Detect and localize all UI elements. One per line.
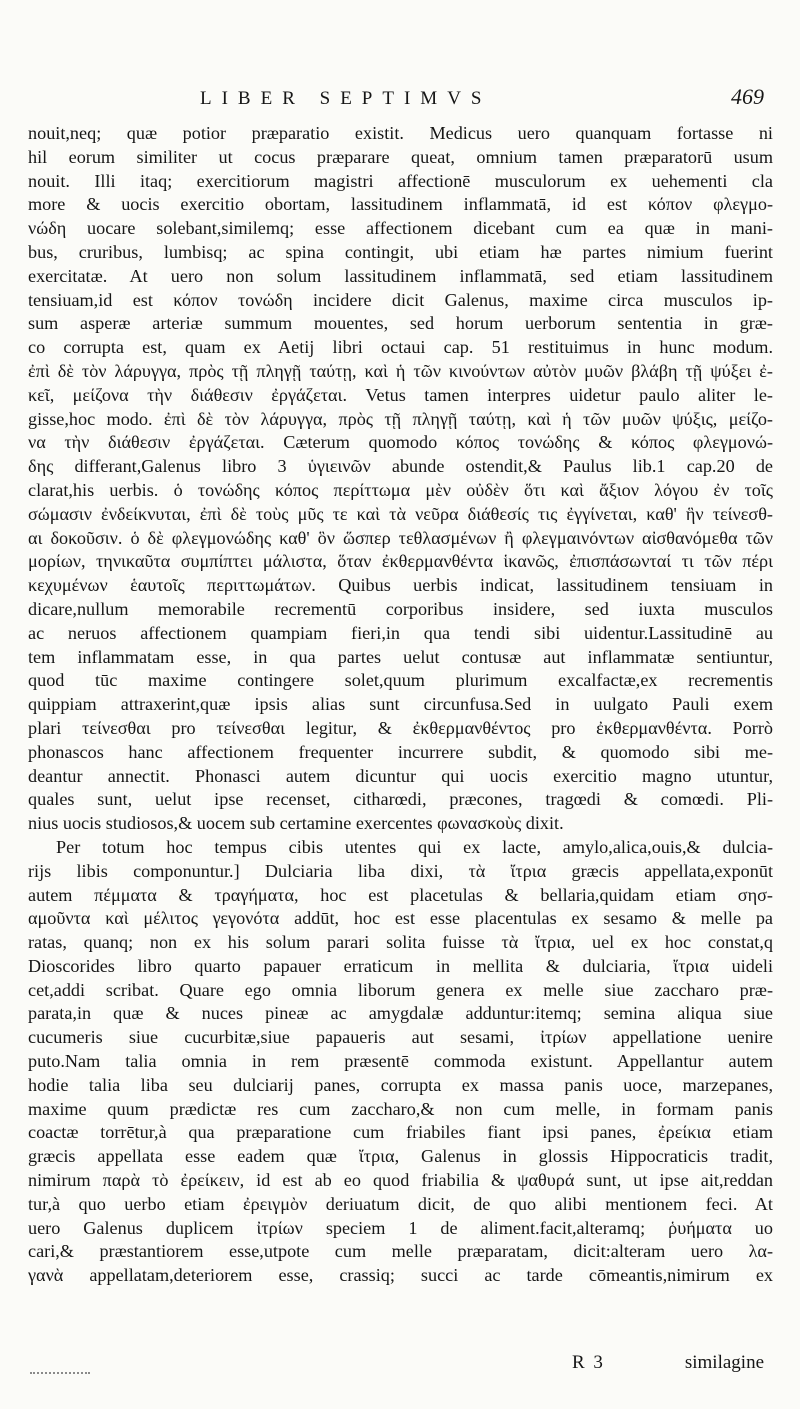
text-line: hodie talia liba seu dulciarij panes, corrupta ex massa panis uoce, marzepanes,: [28, 1074, 773, 1095]
text-line: cari,& præstantiorem esse,utpote cum melle præparatam, dicit:alteram uero λα-: [28, 1241, 773, 1262]
text-line: cucumeris siue cucurbitæ,siue papaueris aut sesami, ἰτρίων appellatione uenire: [28, 1027, 773, 1048]
text-line: more & uocis exercitio obortam, lassitudinem inflammatā, id est κόπον φλεγμο-: [28, 194, 773, 215]
text-line: parata,in quæ & nuces pineæ ac amygdalæ adduntur:itemq; semina aliqua siue: [28, 1003, 773, 1024]
text-line: sum asperæ arteriæ summum mouentes, sed horum uerborum sententia in græ-: [28, 313, 773, 334]
text-line: αμοῦντα καὶ μέλιτος γεγονότα addūt, hoc est esse placentulas ex sesamo & melle pa: [28, 908, 773, 929]
text-line: græcis appellata esse eadem quæ ἴτρια, Galenus in glossis Hippocraticis tradit,: [28, 1146, 773, 1167]
text-line: co corrupta est, quam ex Aetij libri octaui cap. 51 restituimus in hunc modum.: [28, 337, 773, 358]
text-line: νώδη uocare solebant,similemq; esse affectionem dicebant cum ea quæ in mani-: [28, 218, 773, 239]
text-line: nouit. Illi itaq; exercitiorum magistri affectionē musculorum ex uehementi cla: [28, 170, 773, 191]
text-line: Per totum hoc tempus cibis utentes qui ex lacte, amylo,alica,ouis,& dulcia-: [56, 836, 773, 857]
text-line: tem inflammatam esse, in qua partes uelut contusæ aut inflammatæ sentiuntur,: [28, 646, 773, 667]
text-line: gisse,hoc modo. ἐπὶ δὲ τὸν λάρυγγα, πρὸς τῇ πληγῇ ταύτῃ, καὶ ἡ τῶν μυῶν ψύξις, μείζο-: [28, 408, 773, 429]
text-line: δης differant,Galenus libro 3 ὑγιεινῶν abunde ostendit,& Paulus lib.1 cap.20 de: [28, 456, 773, 477]
text-line: deantur annectit. Phonasci autem dicuntur qui uocis exercitio magno utuntur,: [28, 765, 773, 786]
text-line: puto.Nam talia omnia in rem præsentē commoda existunt. Appellantur autem: [28, 1051, 773, 1072]
page-footer: [0, 1352, 800, 1382]
signature-mark: R 3: [572, 1352, 605, 1373]
text-line: hil eorum similiter ut cocus præparare queat, omnium tamen præparatorū usum: [28, 146, 773, 167]
text-line: Dioscorides libro quarto papauer erraticum in mellita & dulciaria, ἴτρια uideli: [28, 955, 773, 976]
text-line: αι δοκοῦσιν. ὁ δὲ φλεγμονώδης καθ' ὃν ὥσπερ τεθλασμένων ἢ φλεγμαινόντων αἰσθανόμεθα τῶν: [28, 527, 773, 548]
text-line: rijs libis componuntur.] Dulciaria liba dixi, τὰ ἴτρια græcis appellata,exponūt: [28, 860, 773, 881]
text-line: nius uocis studiosos,& uocem sub certamine exercentes φωνασκοὺς dixit.: [28, 813, 564, 834]
text-line: bus, cruribus, lumbisq; ac spina contingit, ubi etiam hæ partes nimium fuerint: [28, 241, 773, 262]
text-line: tensiuam,id est κόπον τονώδη incidere dicit Galenus, maxime circa musculos ip-: [28, 289, 773, 310]
ink-smudge: [30, 1366, 90, 1374]
text-line: cet,addi scribat. Quare ego omnia liborum genera ex melle siue zaccharo præ-: [28, 979, 773, 1000]
text-line: clarat,his uerbis. ὁ τονώδης κόπος περίττωμα μὲν οὐδὲν ὅτι καὶ ἄξιον λόγου ἐν τοῖς: [28, 479, 773, 500]
text-line: nimirum παρὰ τὸ ἐρείκειν, id est ab eo quod friabilia & ψαθυρά sunt, ut ipse ait,reddan: [28, 1170, 773, 1191]
text-line: ἐπὶ δὲ τὸν λάρυγγα, πρὸς τῇ πληγῇ ταύτῃ, καὶ ἡ τῶν κινούντων αὐτὸν μυῶν βλάβη τῇ ψύξει ἐ-: [28, 360, 773, 381]
text-line: σώμασιν ἐνδείκνυται, ἐπὶ δὲ τοὺς μῦς τε καὶ τὰ νεῦρα διάθεσίς τις ἐγγίνεται, καθ' ἣν τείνεσθ-: [28, 503, 773, 524]
text-line: maxime quum prædictæ res cum zaccharo,& non cum melle, in formam panis: [28, 1098, 773, 1119]
text-line: nouit,neq; quæ potior præparatio existit. Medicus uero quanquam fortasse ni: [28, 123, 773, 143]
text-line: exercitatæ. At uero non solum lassitudinem inflammatā, sed etiam lassitudinem: [28, 265, 773, 286]
text-line: μορίων, τηνικαῦτα συμπίπτει μάλιστα, ὅταν ἐκθερμανθέντα ἱκανῶς, ἐπισπάσωνταί τι τῶν πέρι: [28, 551, 773, 572]
text-line: quales sunt, uelut ipse recenset, citharœdi, præcones, tragœdi & comœdi. Pli-: [28, 789, 773, 810]
text-line: dicare,nullum memorabile recrementū corporibus insidere, sed iuxta musculos: [28, 598, 773, 619]
page-number: 469: [731, 84, 764, 109]
text-line: plari τείνεσθαι pro τείνεσθαι legitur, & ἐκθερμανθέντος pro ἐκθερμανθέντα. Porrò: [28, 717, 773, 738]
text-line: uero Galenus duplicem ἰτρίων speciem 1 de aliment.facit,alteramq; ῥυήματα uo: [28, 1217, 773, 1238]
text-line: να τὴν διάθεσιν ἐργάζεται. Cæterum quomodo κόπος τονώδης & κόπος φλεγμονώ-: [28, 432, 773, 453]
text-line: quippiam attraxerint,quæ ipsis alias sunt circunfusa.Sed in uulgato Pauli exem: [28, 694, 773, 715]
text-line: γανὰ appellatam,deteriorem esse, crassiq; succi ac tarde cōmeantis,nimirum ex: [28, 1265, 773, 1286]
text-line: quod tūc maxime contingere solet,quum plurimum excalfactæ,ex recrementis: [28, 670, 773, 691]
text-line: ac neruos affectionem quampiam fieri,in qua tendi sibi uidentur.Lassitudinē au: [28, 622, 773, 643]
text-line: tur,à quo uerbo etiam ἐρειγμὸν deriuatum dicit, de quo alibi mentionem feci. At: [28, 1193, 773, 1214]
catchword: similagine: [684, 1352, 764, 1373]
text-line: ratas, quanq; non ex his solum parari solita fuisse τὰ ἴτρια, uel ex hoc constat,q: [28, 932, 773, 953]
body-text: [28, 122, 773, 1288]
text-line: coactæ torrētur,à qua præparatione cum friabiles fiant ipsi panes, ἐρείκια etiam: [28, 1122, 773, 1143]
text-line: autem πέμματα & τραγήματα, hoc est placetulas & bellaria,quidam etiam σησ-: [28, 884, 773, 905]
text-line: κεχυμένων ἑαυτοῖς περιττωμάτων. Quibus uerbis indicat, lassitudinem tensiuam in: [28, 575, 773, 596]
text-line: phonascos hanc affectionem frequenter incurrere subdit, & quomodo sibi me-: [28, 741, 773, 762]
running-title: LIBER SEPTIMVS: [200, 88, 492, 109]
running-head: [0, 84, 800, 114]
text-line: κεῖ, μείζονα τὴν διάθεσιν ἐργάζεται. Vetus tamen interpres uidetur paulo aliter le-: [28, 384, 773, 405]
